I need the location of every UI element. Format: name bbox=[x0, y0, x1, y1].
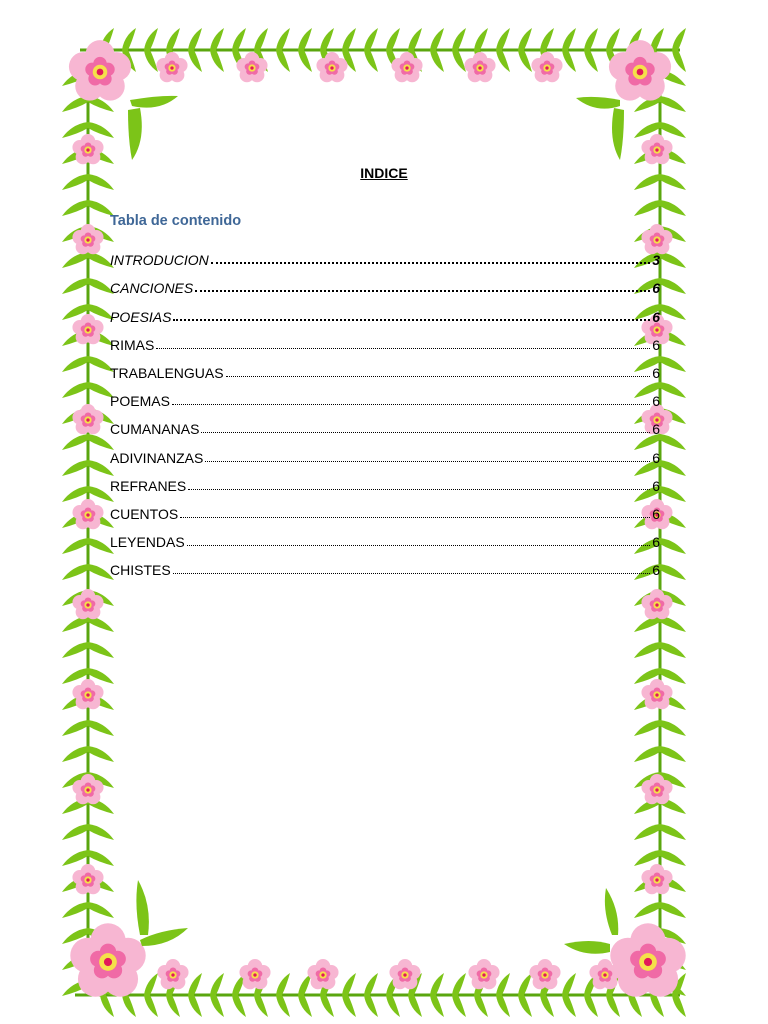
leaf-icon bbox=[634, 642, 660, 658]
leaf-icon bbox=[130, 96, 178, 108]
leaf-icon bbox=[342, 973, 356, 995]
leaf-icon bbox=[562, 50, 576, 72]
leaf-icon bbox=[660, 538, 686, 554]
leaf-icon bbox=[364, 973, 378, 995]
leaf-icon bbox=[660, 434, 686, 450]
leaf-icon bbox=[576, 97, 620, 109]
flower-icon bbox=[482, 973, 485, 976]
leaf-icon bbox=[605, 888, 618, 935]
toc-entry-page: 6 bbox=[652, 280, 660, 297]
flower-icon bbox=[253, 973, 256, 976]
leaf-icon bbox=[562, 995, 576, 1017]
leaf-icon bbox=[660, 460, 686, 476]
flower-icon bbox=[170, 66, 173, 69]
toc-entry[interactable] bbox=[110, 381, 660, 409]
leaf-icon bbox=[144, 973, 158, 995]
leaf-icon bbox=[144, 28, 158, 50]
leaf-icon bbox=[660, 668, 686, 684]
leaf-icon bbox=[320, 28, 334, 50]
toc-heading: Tabla de contenido bbox=[110, 213, 242, 229]
flower-icon bbox=[655, 603, 658, 606]
leaf-icon bbox=[276, 995, 290, 1017]
toc-entry[interactable] bbox=[110, 522, 660, 550]
toc-entry[interactable] bbox=[110, 240, 660, 268]
toc-entry[interactable] bbox=[110, 296, 660, 324]
leaf-icon bbox=[634, 902, 660, 918]
leaf-icon bbox=[88, 824, 114, 840]
leaf-icon bbox=[88, 850, 114, 866]
flower-icon bbox=[86, 238, 89, 241]
corner-flower-icon bbox=[104, 958, 112, 966]
leaf-icon bbox=[660, 304, 686, 320]
leaf-icon bbox=[660, 564, 686, 580]
leaf-icon bbox=[672, 995, 686, 1017]
leaf-icon bbox=[144, 50, 158, 72]
leaf-icon bbox=[188, 995, 202, 1017]
leaf-icon bbox=[634, 824, 660, 840]
toc-entry-label: CHISTES bbox=[110, 562, 171, 579]
leaf-icon bbox=[606, 995, 620, 1017]
flower-icon bbox=[321, 973, 324, 976]
leaf-icon bbox=[62, 356, 88, 372]
toc-entry-label: CANCIONES bbox=[110, 280, 194, 297]
toc-entry-label: CUENTOS bbox=[110, 505, 179, 522]
leaf-icon bbox=[474, 28, 488, 50]
flower-icon bbox=[655, 878, 658, 881]
leaf-icon bbox=[62, 902, 88, 918]
leaf-icon bbox=[672, 50, 686, 72]
toc-entry[interactable] bbox=[110, 466, 660, 494]
toc-entry-page: 6 bbox=[652, 421, 660, 438]
toc-leader-dots bbox=[205, 461, 650, 462]
toc-entry-page: 6 bbox=[652, 364, 660, 381]
leaf-icon bbox=[62, 746, 88, 762]
flower-icon bbox=[655, 693, 658, 696]
flower-icon bbox=[603, 973, 606, 976]
toc-entry-page: 6 bbox=[652, 308, 660, 325]
leaf-icon bbox=[430, 50, 444, 72]
toc-entry[interactable] bbox=[110, 409, 660, 437]
leaf-icon bbox=[430, 973, 444, 995]
flower-icon bbox=[86, 878, 89, 881]
toc-entry-label: CUMANANAS bbox=[110, 421, 200, 438]
leaf-icon bbox=[430, 995, 444, 1017]
leaf-icon bbox=[62, 382, 88, 398]
leaf-icon bbox=[606, 28, 620, 50]
flower-icon bbox=[655, 788, 658, 791]
flower-icon bbox=[250, 66, 253, 69]
toc-leader-dots bbox=[173, 573, 651, 574]
leaf-icon bbox=[166, 28, 180, 50]
leaf-icon bbox=[660, 252, 686, 268]
leaf-icon bbox=[62, 642, 88, 658]
toc-entry-label: LEYENDAS bbox=[110, 534, 185, 551]
leaf-icon bbox=[660, 746, 686, 762]
leaf-icon bbox=[276, 973, 290, 995]
leaf-icon bbox=[88, 902, 114, 918]
leaf-icon bbox=[634, 746, 660, 762]
leaf-icon bbox=[136, 880, 148, 935]
toc-entry-label: INTRODUCION bbox=[110, 252, 209, 269]
leaf-icon bbox=[386, 28, 400, 50]
leaf-icon bbox=[584, 50, 598, 72]
leaf-icon bbox=[62, 564, 88, 580]
leaf-icon bbox=[62, 720, 88, 736]
leaf-icon bbox=[660, 200, 686, 216]
leaf-icon bbox=[88, 720, 114, 736]
leaf-icon bbox=[660, 486, 686, 502]
leaf-icon bbox=[634, 720, 660, 736]
leaf-icon bbox=[564, 941, 610, 954]
toc-leader-dots bbox=[172, 404, 650, 405]
leaf-icon bbox=[634, 616, 660, 632]
toc-entry-label: REFRANES bbox=[110, 477, 187, 494]
leaf-icon bbox=[276, 28, 290, 50]
leaf-icon bbox=[540, 28, 554, 50]
leaf-icon bbox=[122, 28, 136, 50]
leaf-icon bbox=[430, 28, 444, 50]
toc-leader-dots bbox=[187, 545, 651, 546]
leaf-icon bbox=[628, 995, 642, 1017]
leaf-icon bbox=[660, 122, 686, 138]
toc-entry[interactable] bbox=[110, 437, 660, 465]
leaf-icon bbox=[188, 973, 202, 995]
leaf-icon bbox=[584, 28, 598, 50]
toc-entry-page: 3 bbox=[652, 252, 660, 269]
toc-entry-label: ADIVINANZAS bbox=[110, 449, 204, 466]
leaf-icon bbox=[518, 995, 532, 1017]
flower-icon bbox=[171, 973, 174, 976]
toc-leader-dots bbox=[211, 262, 650, 264]
toc-entry[interactable] bbox=[110, 550, 660, 578]
leaf-icon bbox=[62, 850, 88, 866]
flower-icon bbox=[545, 66, 548, 69]
toc-entry-page: 6 bbox=[652, 477, 660, 494]
leaf-icon bbox=[298, 995, 312, 1017]
leaf-icon bbox=[650, 995, 664, 1017]
toc-leader-dots bbox=[195, 290, 650, 292]
toc-entry-page: 6 bbox=[652, 336, 660, 353]
toc-entry-label: TRABALENGUAS bbox=[110, 364, 224, 381]
leaf-icon bbox=[100, 995, 114, 1017]
leaf-icon bbox=[254, 995, 268, 1017]
flower-icon bbox=[403, 973, 406, 976]
toc-list bbox=[110, 240, 660, 578]
toc-entry[interactable] bbox=[110, 268, 660, 296]
leaf-icon bbox=[660, 642, 686, 658]
leaf-icon bbox=[496, 50, 510, 72]
leaf-icon bbox=[342, 995, 356, 1017]
leaf-icon bbox=[452, 28, 466, 50]
leaf-icon bbox=[298, 28, 312, 50]
leaf-icon bbox=[298, 50, 312, 72]
leaf-icon bbox=[660, 96, 686, 112]
leaf-icon bbox=[62, 434, 88, 450]
leaf-icon bbox=[518, 28, 532, 50]
leaf-icon bbox=[386, 995, 400, 1017]
toc-entry-label: POEMAS bbox=[110, 393, 170, 410]
leaf-icon bbox=[188, 28, 202, 50]
leaf-icon bbox=[62, 252, 88, 268]
leaf-icon bbox=[660, 356, 686, 372]
leaf-icon bbox=[660, 850, 686, 866]
leaf-icon bbox=[452, 995, 466, 1017]
flower-icon bbox=[86, 788, 89, 791]
corner-flower-icon bbox=[637, 69, 644, 76]
leaf-icon bbox=[122, 995, 136, 1017]
page-title: INDICE bbox=[360, 165, 408, 181]
leaf-icon bbox=[660, 720, 686, 736]
leaf-icon bbox=[540, 995, 554, 1017]
toc-entry-label: POESIAS bbox=[110, 308, 172, 325]
leaf-icon bbox=[88, 746, 114, 762]
leaf-icon bbox=[276, 50, 290, 72]
leaf-icon bbox=[634, 200, 660, 216]
leaf-icon bbox=[634, 850, 660, 866]
leaf-icon bbox=[562, 28, 576, 50]
toc-leader-dots bbox=[226, 376, 651, 377]
toc-entry[interactable] bbox=[110, 353, 660, 381]
leaf-icon bbox=[210, 50, 224, 72]
flower-icon bbox=[86, 603, 89, 606]
leaf-icon bbox=[496, 28, 510, 50]
leaf-icon bbox=[452, 50, 466, 72]
leaf-icon bbox=[188, 50, 202, 72]
flower-icon bbox=[86, 328, 89, 331]
toc-entry-page: 6 bbox=[652, 393, 660, 410]
toc-entry-label: RIMAS bbox=[110, 336, 155, 353]
leaf-icon bbox=[254, 28, 268, 50]
leaf-icon bbox=[210, 995, 224, 1017]
leaf-icon bbox=[660, 824, 686, 840]
leaf-icon bbox=[364, 28, 378, 50]
leaf-icon bbox=[62, 200, 88, 216]
leaf-icon bbox=[518, 973, 532, 995]
leaf-icon bbox=[62, 174, 88, 190]
leaf-icon bbox=[562, 973, 576, 995]
leaf-icon bbox=[408, 28, 422, 50]
flower-icon bbox=[655, 148, 658, 151]
leaf-icon bbox=[660, 902, 686, 918]
leaf-icon bbox=[62, 824, 88, 840]
flower-icon bbox=[86, 693, 89, 696]
leaf-icon bbox=[452, 973, 466, 995]
leaf-icon bbox=[62, 278, 88, 294]
toc-entry-page: 6 bbox=[652, 562, 660, 579]
flower-icon bbox=[86, 148, 89, 151]
leaf-icon bbox=[144, 995, 158, 1017]
flower-icon bbox=[405, 66, 408, 69]
leaf-icon bbox=[320, 995, 334, 1017]
leaf-icon bbox=[612, 108, 624, 160]
leaf-icon bbox=[584, 995, 598, 1017]
leaf-icon bbox=[62, 460, 88, 476]
toc-leader-dots bbox=[201, 432, 650, 433]
leaf-icon bbox=[408, 995, 422, 1017]
flower-icon bbox=[86, 513, 89, 516]
flower-icon bbox=[86, 418, 89, 421]
leaf-icon bbox=[672, 28, 686, 50]
leaf-icon bbox=[210, 973, 224, 995]
leaf-icon bbox=[232, 28, 246, 50]
toc-entry-page: 6 bbox=[652, 505, 660, 522]
leaf-icon bbox=[518, 50, 532, 72]
leaf-icon bbox=[210, 28, 224, 50]
toc-entry-page: 6 bbox=[652, 534, 660, 551]
corner-flower-icon bbox=[644, 958, 652, 966]
toc-entry[interactable] bbox=[110, 494, 660, 522]
leaf-icon bbox=[342, 28, 356, 50]
toc-entry[interactable] bbox=[110, 325, 660, 353]
leaf-icon bbox=[364, 995, 378, 1017]
toc-leader-dots bbox=[180, 517, 650, 518]
toc-leader-dots bbox=[188, 489, 650, 490]
toc-leader-dots bbox=[156, 348, 650, 349]
leaf-icon bbox=[474, 995, 488, 1017]
flower-icon bbox=[330, 66, 333, 69]
leaf-icon bbox=[364, 50, 378, 72]
leaf-icon bbox=[62, 538, 88, 554]
leaf-icon bbox=[496, 995, 510, 1017]
leaf-icon bbox=[660, 382, 686, 398]
flower-icon bbox=[543, 973, 546, 976]
toc-entry-page: 6 bbox=[652, 449, 660, 466]
flower-icon bbox=[478, 66, 481, 69]
corner-flower-icon bbox=[97, 69, 104, 76]
leaf-icon bbox=[660, 174, 686, 190]
leaf-icon bbox=[88, 642, 114, 658]
leaf-icon bbox=[660, 278, 686, 294]
leaf-icon bbox=[232, 995, 246, 1017]
toc-leader-dots bbox=[173, 319, 650, 321]
leaf-icon bbox=[166, 995, 180, 1017]
leaf-icon bbox=[62, 486, 88, 502]
leaf-icon bbox=[128, 108, 142, 160]
